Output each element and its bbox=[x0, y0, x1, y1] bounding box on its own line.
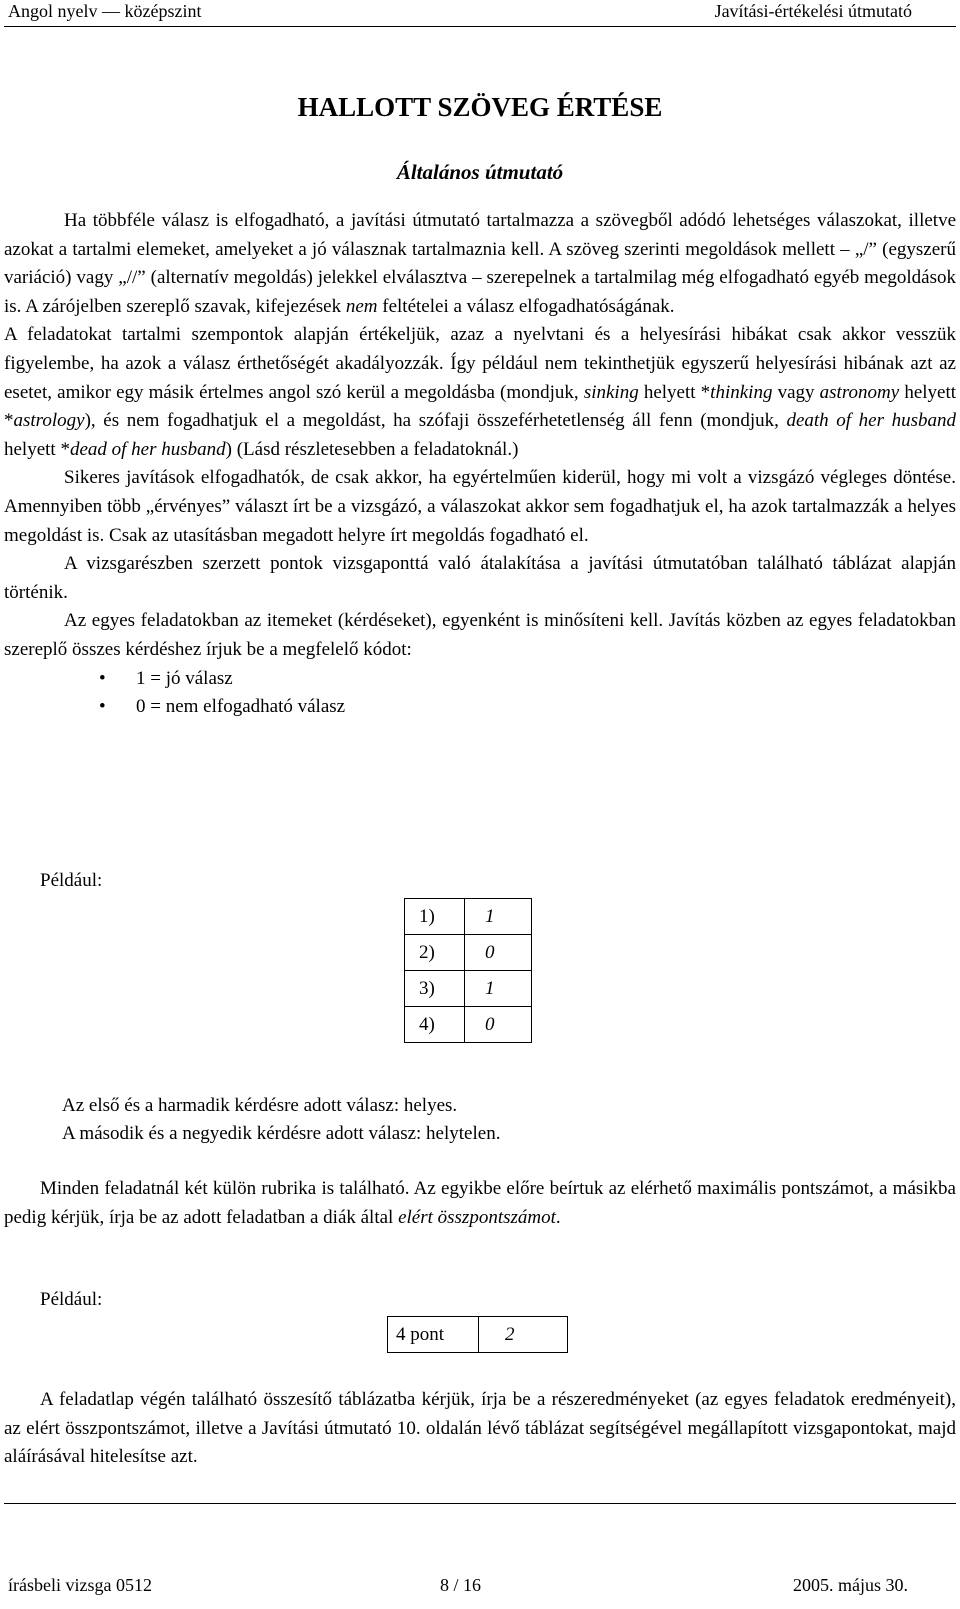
points-box bbox=[387, 1316, 568, 1353]
header-rule bbox=[4, 26, 956, 27]
example-answer-table bbox=[404, 898, 532, 1043]
table-row: 2) 0 bbox=[405, 935, 532, 971]
scored-points-cell: 2 bbox=[479, 1317, 568, 1353]
paragraph-3: Sikeres javítások elfogadhatók, de csak akkor, ha egyértelműen kiderül, hogy mi volt a vizsgázó végleges döntése. Amennyiben több „érvényes” választ írt be a vizsgázó, a válaszokat akkor sem fogadhatjuk el, ha azok tartalmazzák a helyes megoldást is. Csak az utasításban megadott helyre írt megoldás fogadható el. bbox=[4, 467, 956, 546]
example-note-1: Az első és a harmadik kérdésre adott válasz: helyes. bbox=[62, 1095, 458, 1116]
footer-rule bbox=[4, 1503, 956, 1504]
max-points-cell: 4 pont bbox=[388, 1317, 479, 1353]
header-doc-type: Javítási-értékelési útmutató bbox=[714, 1, 912, 21]
table-row: 1) 1 bbox=[405, 899, 532, 935]
paragraph-5: Az egyes feladatokban az itemeket (kérdéseket), egyenként is minősíteni kell. Javítás közben az egyes feladatokban szereplő összes kérdéshez írjuk be a megfelelő kódot: bbox=[4, 610, 956, 660]
example2-label: Például: bbox=[40, 1289, 103, 1310]
bullet-icon: • bbox=[99, 667, 106, 689]
example-note-2: A második és a negyedik kérdésre adott válasz: helytelen. bbox=[62, 1123, 501, 1144]
footer-page-number: 8 / 16 bbox=[440, 1575, 482, 1595]
example-label: Például: bbox=[40, 870, 103, 891]
code-list bbox=[4, 665, 956, 722]
instructions-body bbox=[4, 207, 956, 722]
list-item: • 1 = jó válasz bbox=[4, 665, 956, 694]
footer-exam-code: írásbeli vizsga 0512 bbox=[8, 1575, 152, 1595]
footer-date: 2005. május 30. bbox=[793, 1575, 908, 1595]
header-subject: Angol nyelv — középszint bbox=[8, 1, 202, 21]
page-title: HALLOTT SZÖVEG ÉRTÉSE bbox=[297, 92, 663, 122]
bullet-icon: • bbox=[99, 696, 106, 718]
list-item: • 0 = nem elfogadható válasz bbox=[4, 693, 956, 722]
page-footer bbox=[0, 1575, 960, 1599]
paragraph-2: A feladatokat tartalmi szempontok alapján értékeljük, azaz a nyelvtani és a helyesírási hibákat csak akkor vesszük figyelembe, ha azok a válasz érthetőségét akadályozzák. Így például nem tekinthetjük egyszerű helyesírási hibának azt az esetet, amikor egy másik értelmes angol szó kerül a megoldásba (mondjuk, sinking helyett *thinking vagy astronomy helyett *astrology), és nem fogadhatjuk el a megoldást, ha szófaji összeférhetetlenség áll fenn (mondjuk, death of her husband helyett *dead of her husband) (Lásd részletesebben a feladatoknál.) bbox=[4, 324, 957, 460]
points-paragraph: Minden feladatnál két külön rubrika is található. Az egyikbe előre beírtuk az elérhető maximális pontszámot, a másikba pedig kérjük, írja be az adott feladatban a diák által elért összpontszámot. bbox=[4, 1178, 956, 1228]
table-row bbox=[388, 1317, 568, 1353]
section-subtitle: Általános útmutató bbox=[396, 160, 564, 184]
table-row: 3) 1 bbox=[405, 971, 532, 1007]
final-paragraph: A feladatlap végén található összesítő táblázatba kérjük, írja be a részeredményeket (az egyes feladatok eredményeit), az elért összpontszámot, illetve a Javítási útmutató 10. oldalán lévő táblázat segítségével megállapított vizsgapontokat, majd aláírásával hitelesítse azt. bbox=[4, 1389, 956, 1468]
table-row: 4) 0 bbox=[405, 1007, 532, 1043]
paragraph-1: Ha többféle válasz is elfogadható, a javítási útmutató tartalmazza a szövegből adódó lehetséges válaszokat, illetve azokat a tartalmi elemeket, amelyeket a jó válasznak tartalmaznia kell. A szöveg szerinti megoldások mellett – „/” (egyszerű variáció) vagy „//” (alternatív megoldás) jelekkel elválasztva – szerepelnek a tartalmilag még elfogadható egyéb megoldások is. A zárójelben szereplő szavak, kifejezések nem feltételei a válasz elfogadhatóságának. bbox=[4, 210, 956, 317]
page-header bbox=[0, 0, 960, 22]
paragraph-4: A vizsgarészben szerzett pontok vizsgaponttá való átalakítása a javítási útmutatóban található táblázat alapján történik. bbox=[4, 553, 956, 603]
